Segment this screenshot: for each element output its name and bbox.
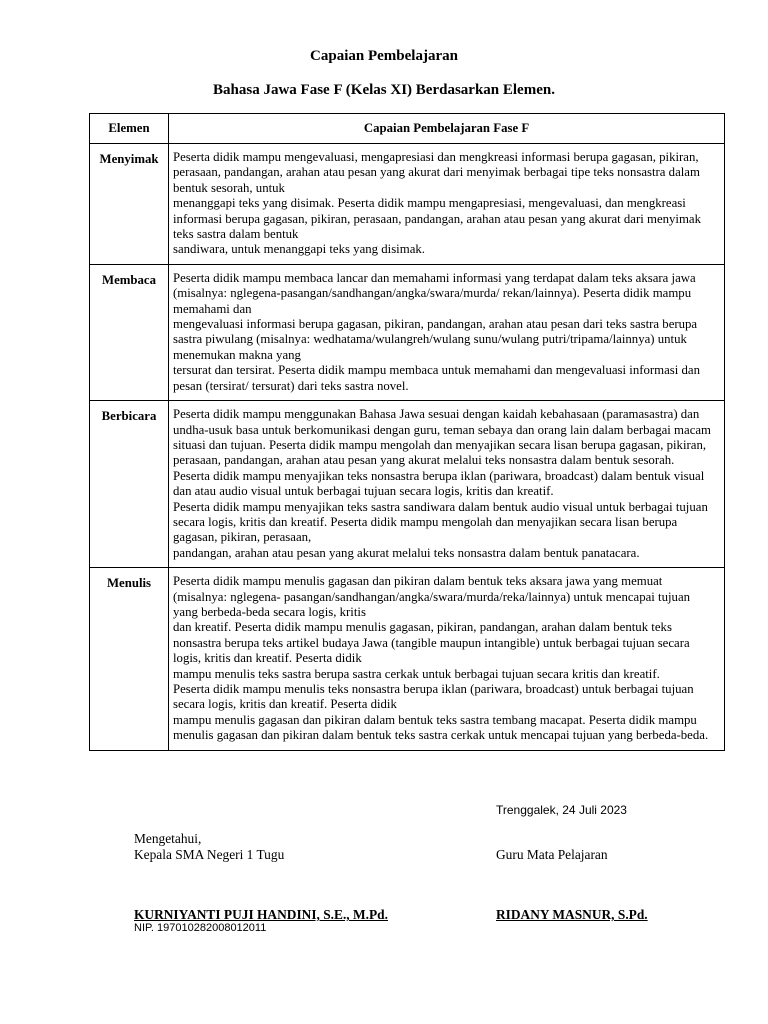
outcome-paragraph: dan kreatif. Peserta didik mampu menulis gagasan, pikiran, pandangan, arahan dalam bentuk teks nonsastra berupa teks artikel budaya Jawa (tangible maupun intangible) untuk berbagai tujuan secara logis, kritis dan kreatif. Peserta didik	[173, 620, 690, 666]
acknowledged-label: Mengetahui,	[134, 831, 202, 846]
learning-outcomes-table	[89, 113, 725, 751]
header-element: Elemen	[90, 114, 169, 144]
element-name: Berbicara	[90, 401, 169, 568]
element-name: Menulis	[90, 568, 169, 750]
outcome-description	[169, 264, 725, 400]
principal-nip: NIP. 197010282008012011	[134, 922, 267, 934]
outcome-paragraph: Peserta didik mampu membaca lancar dan memahami informasi yang terdapat dalam teks aksara jawa (misalnya: nglegena-pasangan/sandhangan/angka/swara/murda/ rekan/lainnya). Peserta didik mampu memahami dan	[173, 270, 696, 316]
outcome-paragraph: Peserta didik mampu menyajikan teks nonsastra berupa iklan (pariwara, broadcast) dalam bentuk visual dan atau audio visual untuk berbagai tujuan secara logis, kritis dan kreatif.	[173, 468, 705, 499]
outcome-paragraph: sandiwara, untuk menanggapi teks yang disimak.	[173, 242, 425, 257]
element-name: Membaca	[90, 264, 169, 400]
table-row	[90, 401, 725, 568]
outcome-paragraph: Peserta didik mampu menyajikan teks sastra sandiwara dalam bentuk audio visual untuk berbagai tujuan secara logis, kritis dan kreatif. Peserta didik mampu mengolah dan menyajikan secara lisan berupa gagasan, pikiran, perasaan,	[173, 499, 708, 545]
outcome-description	[169, 568, 725, 750]
table-row	[90, 264, 725, 400]
outcome-paragraph: pandangan, arahan atau pesan yang akurat melalui teks nonsastra dalam bentuk panatacara.	[173, 545, 640, 560]
outcome-paragraph: tersurat dan tersirat. Peserta didik mampu membaca untuk memahami dan mengevaluasi informasi dan pesan (tersirat/ tersurat) dari teks sastra novel.	[173, 363, 700, 393]
principal-name: KURNIYANTI PUJI HANDINI, S.E., M.Pd.	[134, 907, 388, 922]
outcome-paragraph: mampu menulis teks sastra berupa sastra cerkak untuk berbagai tujuan secara kritis dan kreatif.	[173, 666, 660, 681]
table-row	[90, 568, 725, 750]
outcome-paragraph: mampu menulis gagasan dan pikiran dalam bentuk teks sastra tembang macapat. Peserta didik mampu menulis gagasan dan pikiran dalam bentuk teks sastra cerkak untuk mencapai tujuan yang berbeda-beda.	[173, 712, 709, 743]
document-title: Capaian Pembelajaran	[310, 48, 458, 64]
teacher-title: Guru Mata Pelajaran	[496, 847, 608, 862]
outcome-description	[169, 401, 725, 568]
table-row	[90, 144, 725, 265]
outcome-paragraph: Peserta didik mampu mengevaluasi, mengapresiasi dan mengkreasi informasi berupa gagasan, pikiran, perasaan, pandangan, arahan atau pesan yang akurat dari menyimak berbagai tipe teks nonsastra dalam bentuk sesorah, untuk	[173, 150, 700, 195]
outcome-paragraph: mengevaluasi informasi berupa gagasan, pikiran, pandangan, arahan atau pesan dari teks sastra berupa sastra piwulang (misalnya: wedhatama/wulangreh/wulang sunu/wulang putri/tripama/lainnya) untuk menemukan makna yang	[173, 317, 698, 362]
outcome-paragraph: menanggapi teks yang disimak. Peserta didik mampu mengapresiasi, mengevaluasi, dan mengkreasi informasi berupa gagasan, pikiran, perasaan, pandangan, arahan atau pesan yang akurat dari menyimak teks sastra dalam bentuk	[173, 196, 702, 242]
outcome-paragraph: Peserta didik mampu menggunakan Bahasa Jawa sesuai dengan kaidah kebahasaan (paramasastra) dan undha-usuk basa untuk berkomunikasi dengan guru, teman sebaya dan orang lain dalam berbagai macam situasi dan tujuan. Peserta didik mampu mengolah dan menyajikan secara lisan berupa gagasan, pikiran, perasaan, pandangan, arahan atau pesan yang akurat melalui teks nonsastra dalam bentuk sesorah.	[173, 407, 712, 468]
place-date: Trenggalek, 24 Juli 2023	[496, 803, 627, 817]
teacher-name: RIDANY MASNUR, S.Pd.	[496, 907, 648, 922]
outcome-paragraph: Peserta didik mampu menulis gagasan dan pikiran dalam bentuk teks aksara jawa yang memuat (misalnya: nglegena- pasangan/sandhangan/angka/swara/murda/reka/lainnya) untuk mencapai tujuan yang berbeda-beda secara logis, kritis	[173, 574, 691, 619]
document-subtitle: Bahasa Jawa Fase F (Kelas XI) Berdasarkan Elemen.	[213, 82, 555, 98]
outcome-description	[169, 144, 725, 265]
header-outcome: Capaian Pembelajaran Fase F	[169, 114, 725, 144]
table-header-row	[90, 114, 725, 144]
principal-title: Kepala SMA Negeri 1 Tugu	[134, 847, 285, 862]
outcome-paragraph: Peserta didik mampu menulis teks nonsastra berupa iklan (pariwara, broadcast) untuk berbagai tujuan secara logis, kritis dan kreatif. Peserta didik	[173, 682, 694, 712]
element-name: Menyimak	[90, 144, 169, 265]
